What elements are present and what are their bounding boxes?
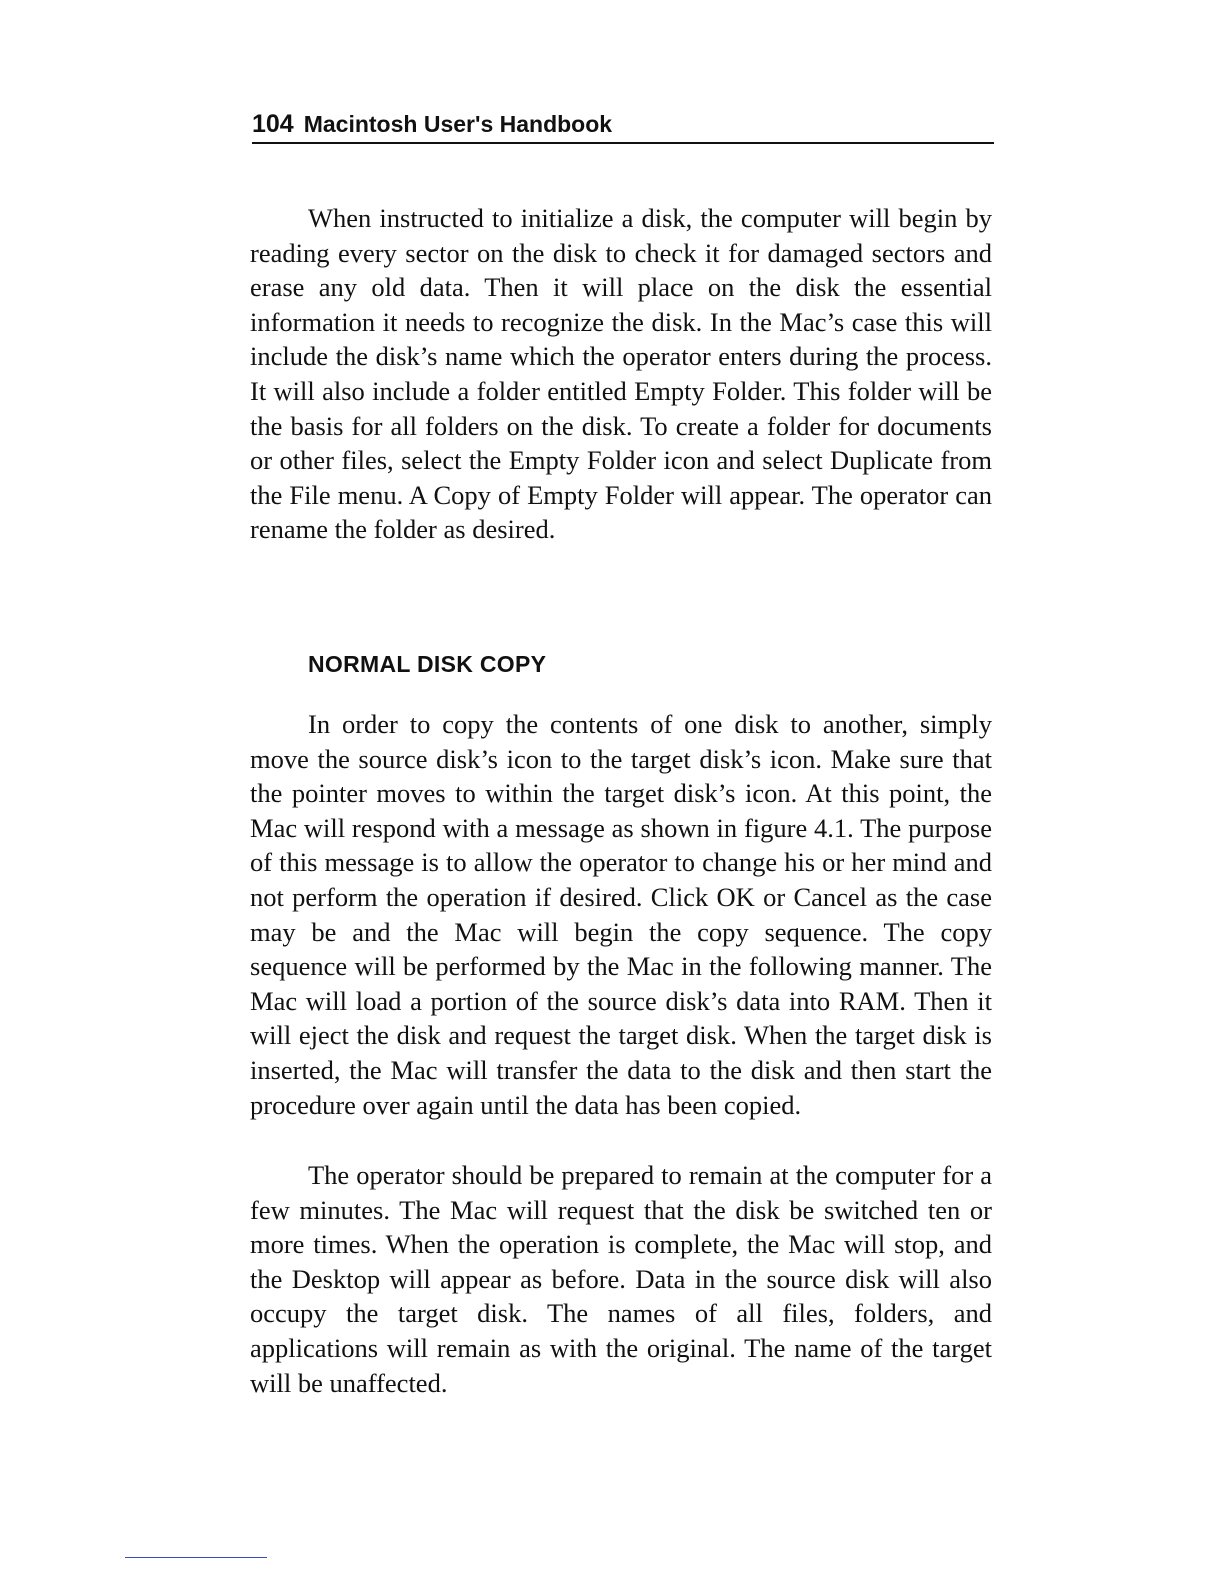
paragraph-initialize-disk: When instructed to initialize a disk, the computer will begin by reading every sector on the disk to check it for damaged sectors and erase any old data. Then it will place on the disk the essential information it needs to recognize the disk. In the Mac’s case this will include the disk’s name which the operator enters during the process. It will also include a folder entitled Empty Folder. This folder will be the basis for all folders on the disk. To create a folder for documents or other files, select the Empty Folder icon and select Duplicate from the File menu. A Copy of Empty Folder will appear. The operator can rename the folder as desired. [250,203,992,545]
running-header [252,108,994,144]
section-heading: NORMAL DISK COPY [308,651,547,677]
paragraph-operator-wait: The operator should be prepared to remain at the computer for a few minutes. The Mac will request that the disk be switched ten or more times. When the operation is complete, the Mac will stop, and the Desktop will appear as before. Data in the source disk will also occupy the target disk. The names of all files, folders, and applications will remain as with the original. The name of the target will be unaffected. [250,1160,992,1398]
paragraph-copy-procedure: In order to copy the contents of one disk to another, simply move the source disk’s icon to the target disk’s icon. Make sure that the pointer moves to within the target disk’s icon. At this point, the Mac will respond with a message as shown in figure 4.1. The purpose of this message is to allow the operator to change his or her mind and not perform the operation if desired. Click OK or Cancel as the case may be and the Mac will begin the copy sequence. The copy sequence will be performed by the Mac in the following manner. The Mac will load a portion of the source disk’s data into RAM. Then it will eject the disk and request the target disk. When the target disk is inserted, the Mac will transfer the data to the disk and then start the procedure over again until the data has been copied. [250,709,992,1120]
footer-rule [125,1557,267,1558]
book-title: Macintosh User's Handbook [303,111,613,137]
page-number: 104 [252,110,294,138]
